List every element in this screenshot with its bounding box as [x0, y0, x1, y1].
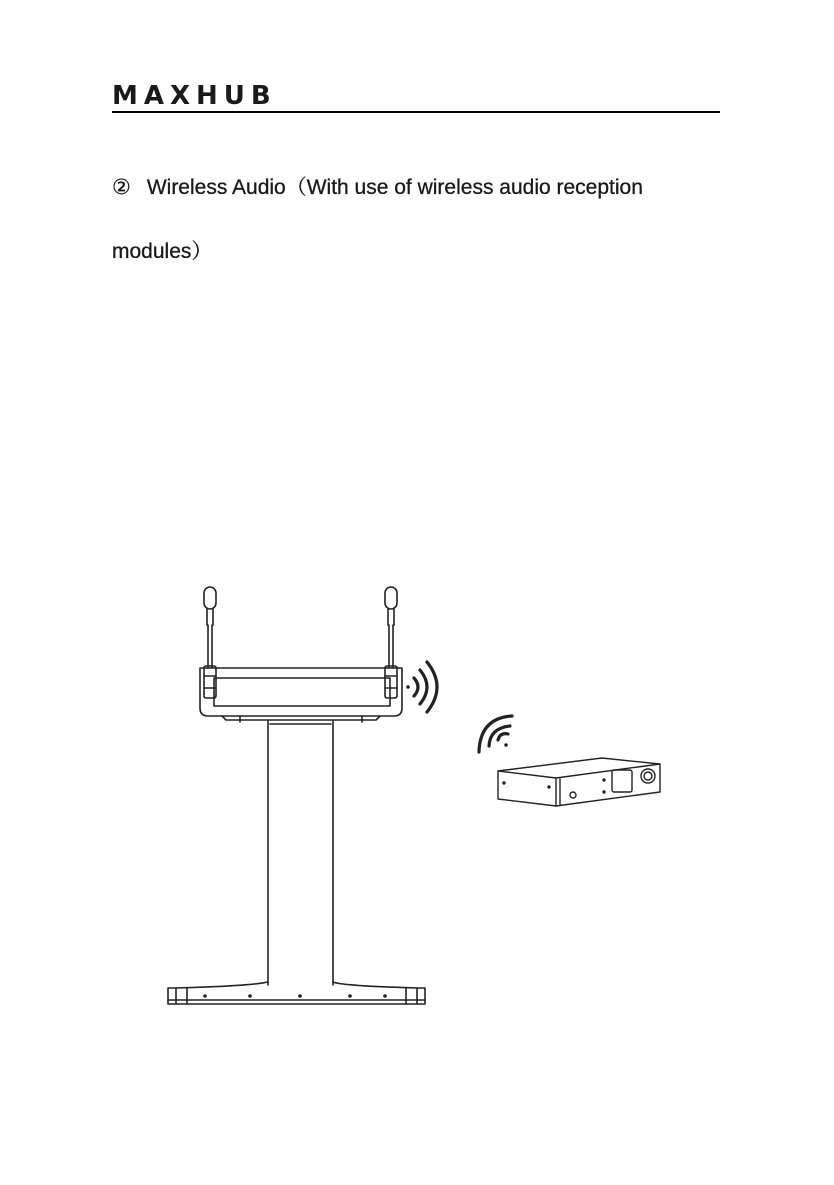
section-number: ②: [112, 176, 131, 199]
wireless-audio-illustration: [150, 570, 710, 1020]
podium-stand-icon: [168, 668, 425, 1004]
brand-logo: MAXHUB: [112, 81, 277, 111]
header-rule: [112, 111, 720, 113]
section-heading: [112, 156, 722, 284]
audio-receiver-icon: [498, 758, 660, 806]
wireless-signal-icon: [479, 716, 512, 752]
section-title: Wireless Audio（With use of wireless audio reception modules）: [112, 176, 643, 263]
wireless-signal-icon: [406, 662, 437, 712]
gooseneck-microphone-icon: [385, 587, 397, 698]
